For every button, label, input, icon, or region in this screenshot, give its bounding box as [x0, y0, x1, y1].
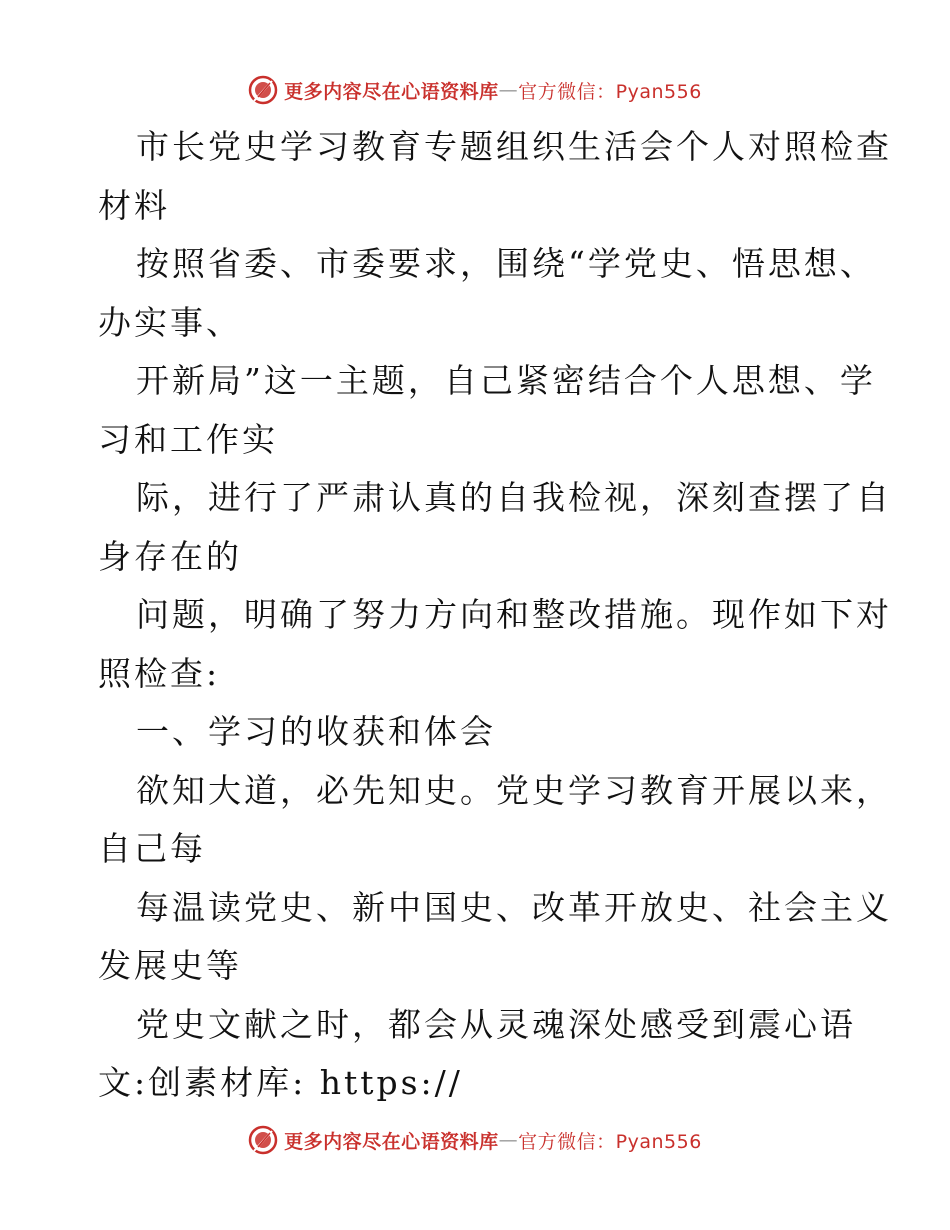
- text-line: 自己每: [98, 829, 206, 868]
- text-line: 材料: [98, 185, 170, 225]
- text-line: 际，进行了严肃认真的自我检视，深刻查摆了自: [136, 478, 892, 517]
- watermark-main-text: 更多内容尽在心语资料库: [284, 1130, 499, 1153]
- feather-pen-circle-icon: [248, 1125, 278, 1155]
- feather-pen-circle-icon: [248, 75, 278, 105]
- text-line: 欲知大道，必先知史。党史学习教育开展以来，: [136, 770, 892, 810]
- section-heading: 一、学习的收获和体会: [136, 712, 496, 751]
- text-line: 身存在的: [98, 536, 242, 576]
- watermark-separator: —: [498, 1129, 519, 1151]
- watermark-main-text: 更多内容尽在心语资料库: [284, 80, 499, 103]
- watermark-contact-text: 官方微信：Pyan556: [518, 1130, 702, 1153]
- text-line: 办实事、: [98, 302, 242, 342]
- text-line: 党史文献之时，都会从灵魂深处感受到震心语: [136, 1004, 856, 1044]
- text-line: 问题，明确了努力方向和整改措施。现作如下对: [136, 595, 892, 634]
- header-watermark: [0, 70, 950, 110]
- text-line: 市长党史学习教育专题组织生活会个人对照检查: [136, 127, 892, 166]
- text-line: 按照省委、市委要求，围绕“学党史、悟思想、: [136, 244, 876, 283]
- watermark-contact-text: 官方微信：Pyan556: [518, 80, 702, 103]
- text-line: 文:创素材库: https://: [98, 1063, 463, 1102]
- document-body: [98, 118, 892, 1113]
- text-line: 每温读党史、新中国史、改革开放史、社会主义: [136, 887, 892, 927]
- text-line: 开新局”这一主题，自己紧密结合个人思想、学: [136, 361, 876, 400]
- text-line: 习和工作实: [98, 419, 278, 459]
- text-line: 照检查:: [98, 653, 221, 693]
- text-line: 发展史等: [98, 946, 242, 985]
- footer-watermark: [0, 1120, 950, 1160]
- watermark-separator: —: [498, 79, 519, 101]
